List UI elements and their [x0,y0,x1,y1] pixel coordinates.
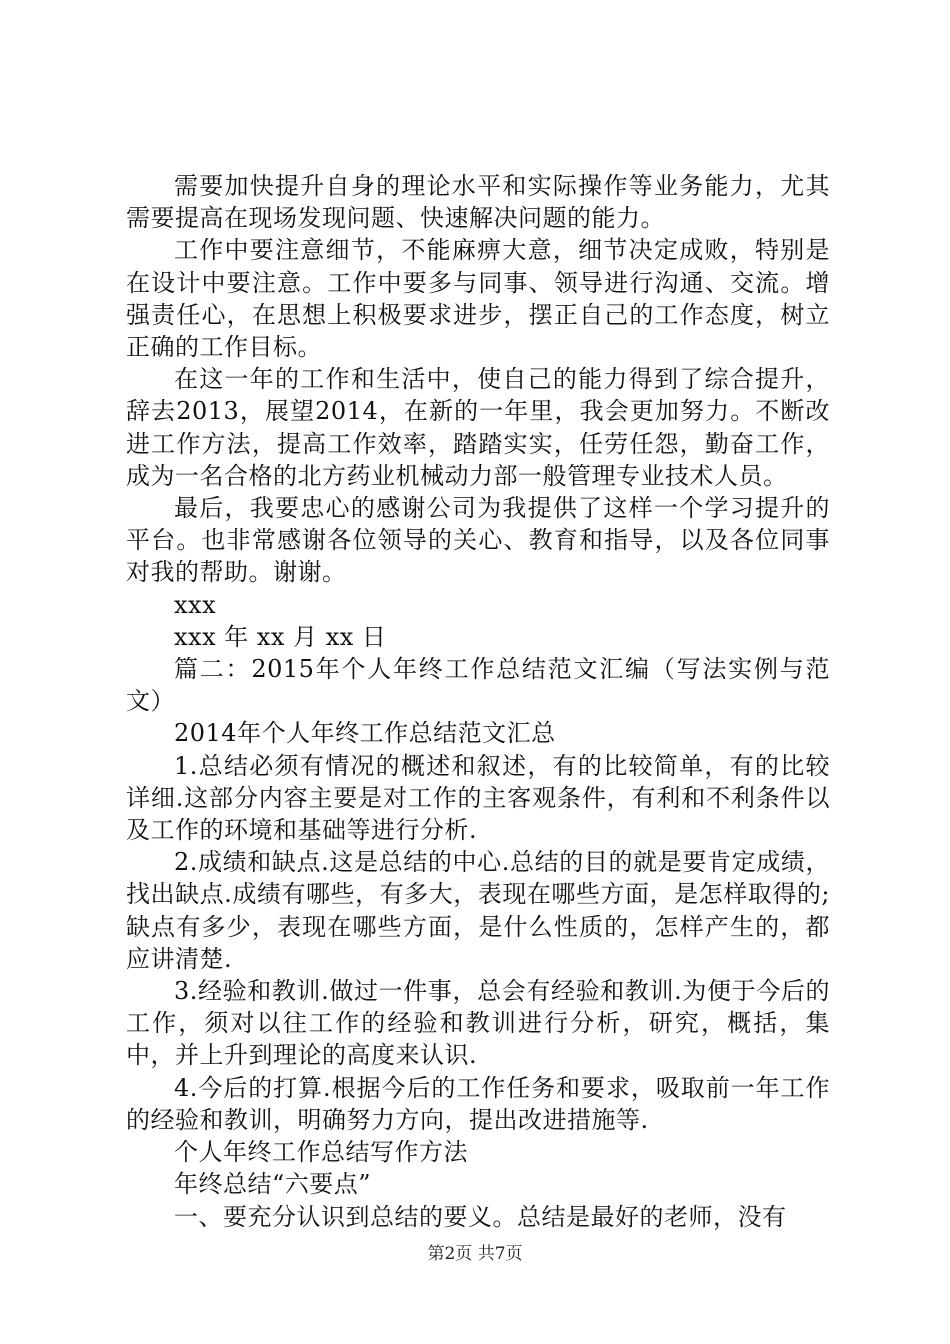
page-indicator: 第2页 共7页 [427,1244,523,1264]
paragraph: 2.成绩和缺点.这是总结的中心.总结的目的就是要肯定成绩，找出缺点.成绩有哪些，有多大，表现在哪些方面，是怎样取得的;缺点有多少，表现在哪些方面，是什么性质的，怎样产生的，都应讲清楚. [126,848,830,973]
paragraph: 需要加快提升自身的理论水平和实际操作等业务能力，尤其需要提高在现场发现问题、快速解决问题的能力。 [126,172,830,233]
paragraph: 工作中要注意细节，不能麻痹大意，细节决定成败，特别是在设计中要注意。工作中要多与同事、领导进行沟通、交流。增强责任心，在思想上积极要求进步，摆正自己的工作态度，树立正确的工作目标。 [126,236,830,362]
sub-heading: 个人年终工作总结写作方法 [174,1138,468,1167]
section-heading: 篇二：2015年个人年终工作总结范文汇编（写法实例与范文） [126,655,830,716]
signature-date: xxx 年 xx 月 xx 日 [174,622,387,651]
paragraph: 4.今后的打算.根据今后的工作任务和要求，吸取前一年工作的经验和教训，明确努力方向，提出改进措施等. [126,1073,830,1134]
document-body [126,170,830,1233]
paragraph: 3.经验和教训.做过一件事，总会有经验和教训.为便于今后的工作，须对以往工作的经验和教训进行分析，研究，概括，集中，并上升到理论的高度来认识. [126,977,830,1070]
sub-heading: 年终总结“六要点” [174,1170,372,1199]
signature-name: xxx [174,590,217,619]
paragraph: 在这一年的工作和生活中，使自己的能力得到了综合提升，辞去2013，展望2014，在新的一年里，我会更加努力。不断改进工作方法，提高工作效率，踏踏实实，任劳任怨，勤奋工作，成为一名合格的北方药业机械动力部一般管理专业技术人员。 [126,365,830,490]
paragraph: 最后，我要忠心的感谢公司为我提供了这样一个学习提升的平台。也非常感谢各位领导的关心、教育和指导，以及各位同事对我的帮助。谢谢。 [126,494,830,587]
sub-heading: 2014年个人年终工作总结范文汇总 [174,719,556,748]
paragraph: 一、要充分认识到总结的要义。总结是最好的老师，没有 [174,1202,787,1231]
paragraph: 1.总结必须有情况的概述和叙述，有的比较简单，有的比较详细.这部分内容主要是对工作的主客观条件，有利和不利条件以及工作的环境和基础等进行分析. [126,751,830,845]
